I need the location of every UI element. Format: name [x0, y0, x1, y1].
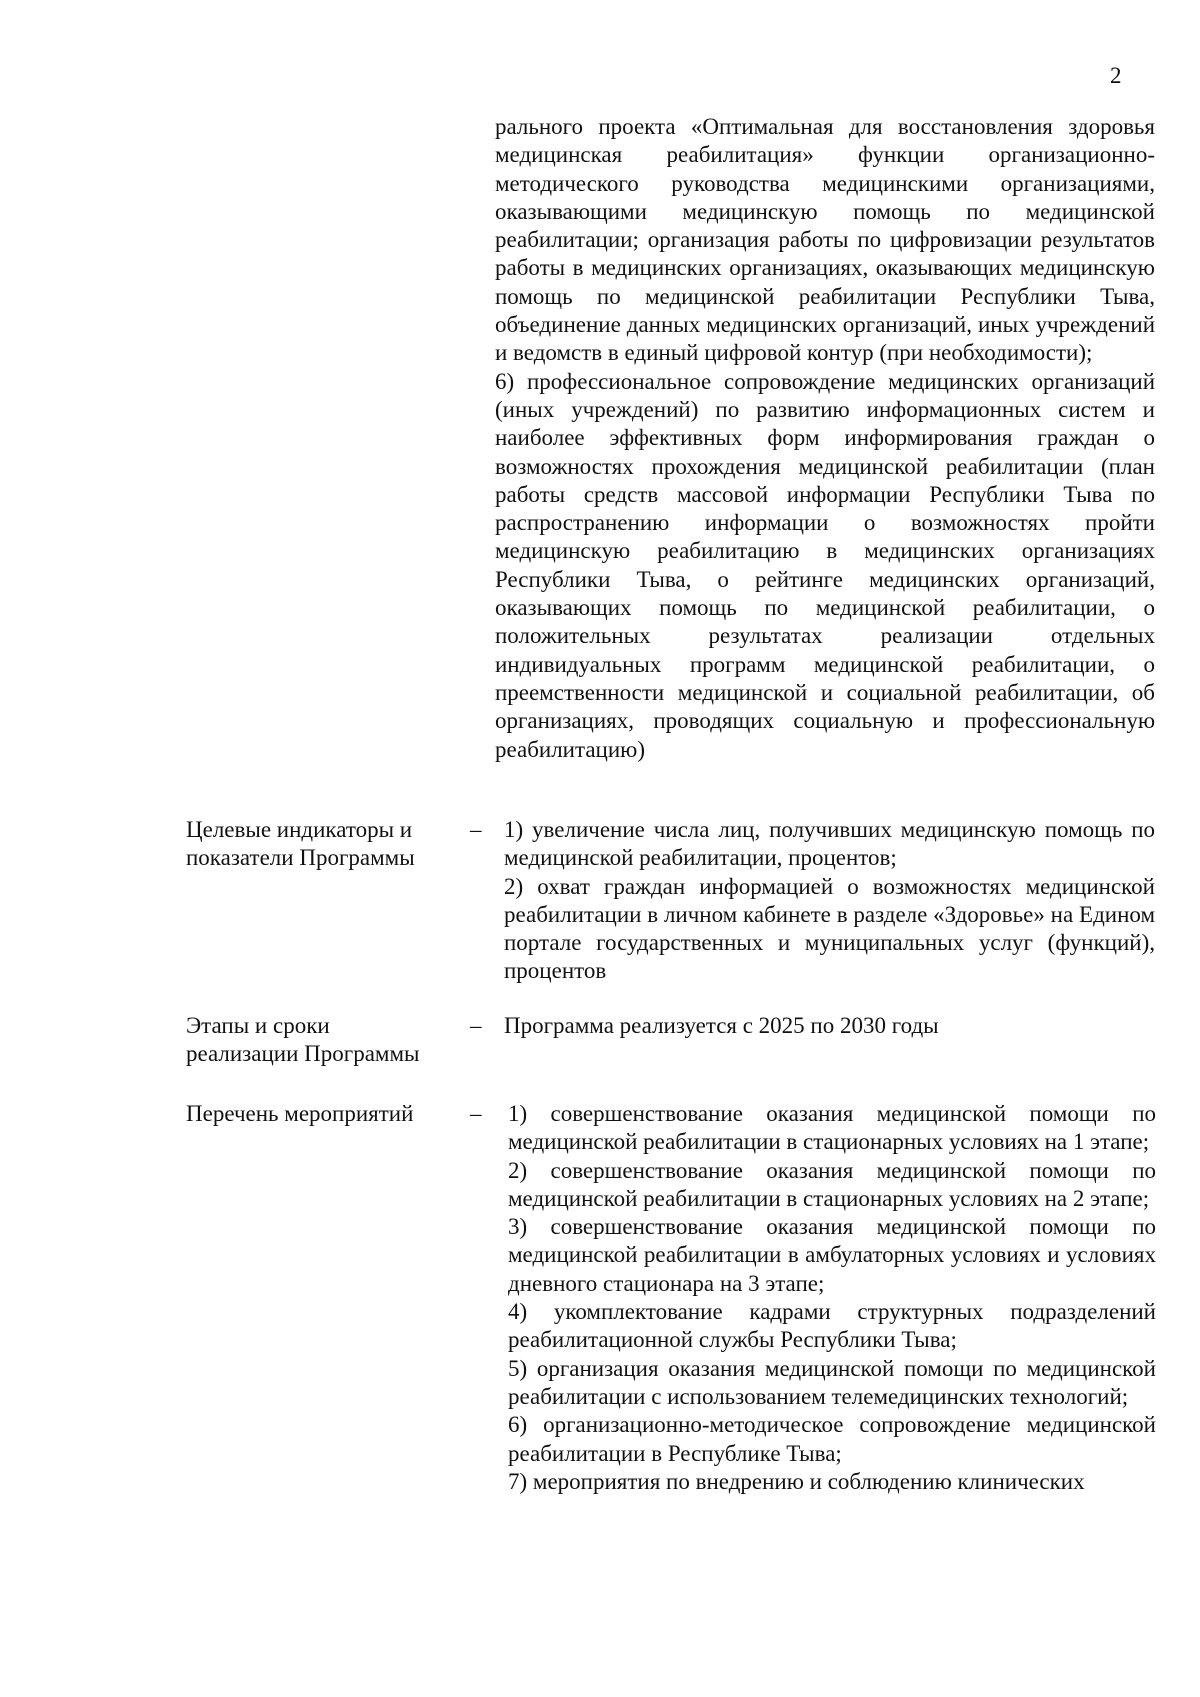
- row-dash: –: [470, 1101, 482, 1126]
- page-number: 2: [1110, 63, 1122, 88]
- row-content: [508, 1100, 1156, 1496]
- row-content: [504, 816, 1155, 986]
- list-item: Программа реализуется с 2025 по 2030 годы: [504, 1013, 939, 1038]
- row-content: [504, 1012, 1155, 1040]
- list-item: 4) укомплектование кадрами структурных подразделений реабилитационной службы Республики Тыва;: [508, 1299, 1156, 1353]
- list-item: 7) мероприятия по внедрению и соблюдению клинических: [508, 1468, 1085, 1494]
- row-label: Целевые индикаторы и показатели Программы: [186, 817, 415, 871]
- list-item: 6) организационно-методическое сопровождение медицинской реабилитации в Республике Тыва;: [508, 1412, 1156, 1466]
- list-item: 2) охват граждан информацией о возможностях медицинской реабилитации в личном кабинете в разделе «Здоровье» на Едином портале государственных и муниципальных услуг (функций), процентов: [504, 873, 1155, 984]
- continuation-text: [495, 113, 1155, 764]
- row-dash: –: [470, 817, 482, 842]
- row-label: Этапы и сроки реализации Программы: [186, 1013, 420, 1067]
- continuation-paragraph: рального проекта «Оптимальная для восстановления здоровья медицинская реабилитация» функции организационно-методического руководства медицинскими организациями, оказывающими медицинскую помощь по медицинской реабилитации; организация работы по цифровизации результатов работы в медицинских организациях, оказывающих медицинскую помощь по медицинской реабилитации Республики Тыва, объединение данных медицинских организаций, иных учреждений и ведомств в единый цифровой контур (при необходимости);: [495, 114, 1155, 366]
- list-item: 1) совершенствование оказания медицинской помощи по медицинской реабилитации в стационарных условиях на 1 этапе;: [508, 1101, 1156, 1155]
- row-label: Перечень мероприятий: [186, 1101, 414, 1126]
- row-dash: –: [470, 1013, 482, 1038]
- list-item: 5) организация оказания медицинской помощи по медицинской реабилитации с использованием телемедицинских технологий;: [508, 1355, 1156, 1409]
- list-item: 2) совершенствование оказания медицинской помощи по медицинской реабилитации в стационарных условиях на 2 этапе;: [508, 1157, 1156, 1211]
- continuation-paragraph: 6) профессиональное сопровождение медицинских организаций (иных учреждений) по развитию информационных систем и наиболее эффективных форм информирования граждан о возможностях прохождения медицинской реабилитации (план работы средств массовой информации Республики Тыва по распространению информации о возможностях пройти медицинскую реабилитацию в медицинских организациях Республики Тыва, о рейтинге медицинских организаций, оказывающих помощь по медицинской реабилитации, о положительных результатах реализации отдельных индивидуальных программ медицинской реабилитации, о преемственности медицинской и социальной реабилитации, об организациях, проводящих социальную и профессиональную реабилитацию): [495, 368, 1155, 762]
- list-item: 1) увеличение числа лиц, получивших медицинскую помощь по медицинской реабилитации, процентов;: [504, 817, 1155, 871]
- list-item: 3) совершенствование оказания медицинской помощи по медицинской реабилитации в амбулаторных условиях и условиях дневного стационара на 3 этапе;: [508, 1214, 1156, 1296]
